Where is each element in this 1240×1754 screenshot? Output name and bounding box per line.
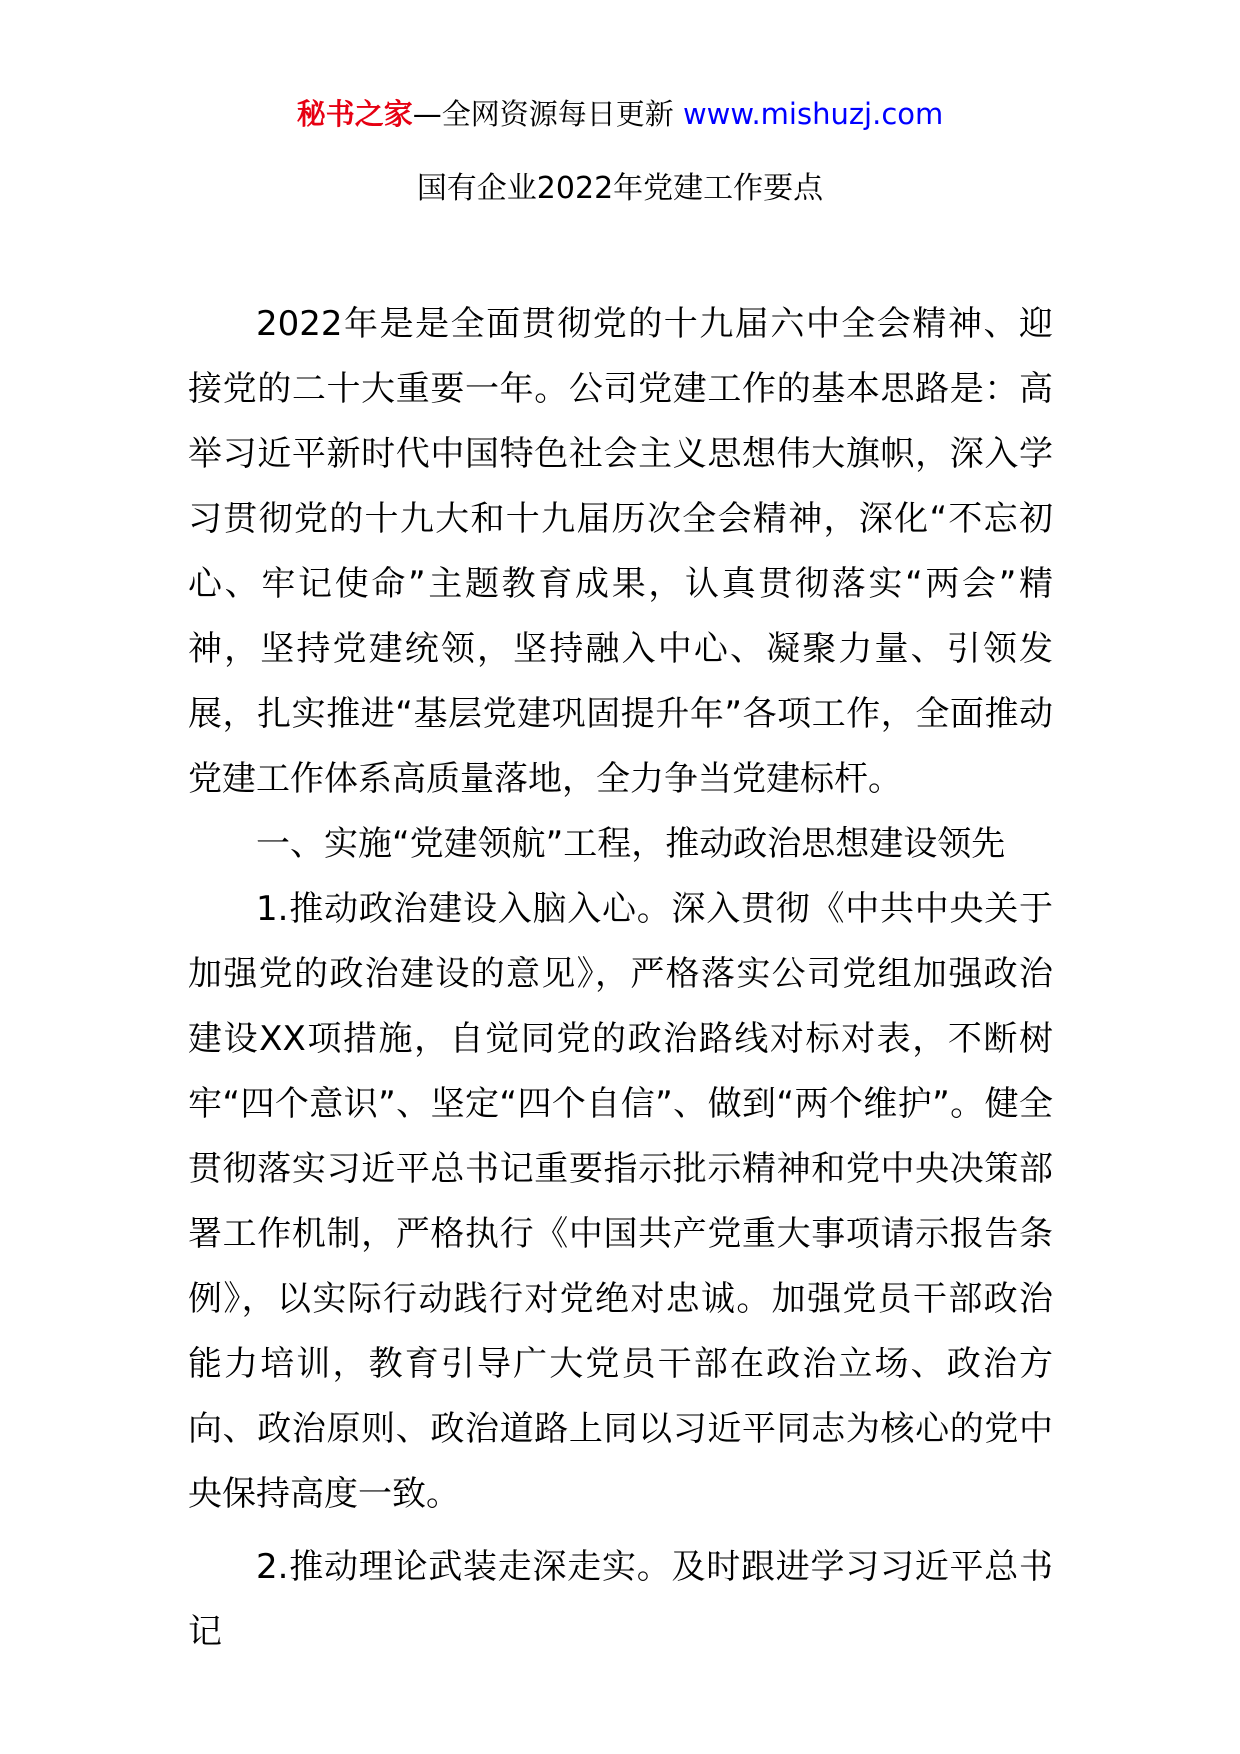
document-body [188, 292, 1053, 1665]
section-heading: 一、实施“党建领航”工程，推动政治思想建设领先 [256, 824, 1006, 864]
item-2-paragraph: 2.推动理论武装走深走实。及时跟进学习习近平总书记 [188, 1547, 1053, 1652]
item-1-paragraph: 1.推动政治建设入脑入心。深入贯彻《中共中央关于加强党的政治建设的意见》，严格落实公司党组加强政治建设XX项措施，自觉同党的政治路线对标对表，不断树牢“四个意识”、坚定“四个自信”、做到“两个维护”。健全贯彻落实习近平总书记重要指示批示精神和党中央决策部署工作机制，严格执行《中国共产党重大事项请示报告条例》，以实际行动践行对党绝对忠诚。加强党员干部政治能力培训，教育引导广大党员干部在政治立场、政治方向、政治原则、政治道路上同以习近平同志为核心的党中央保持高度一致。 [188, 889, 1053, 1514]
intro-paragraph: 2022年是是全面贯彻党的十九届六中全会精神、迎接党的二十大重要一年。公司党建工作的基本思路是：高举习近平新时代中国特色社会主义思想伟大旗帜，深入学习贯彻党的十九大和十九届历次全会精神，深化“不忘初心、牢记使命”主题教育成果，认真贯彻落实“两会”精神，坚持党建统领，坚持融入中心、凝聚力量、引领发展，扎实推进“基层党建巩固提升年”各项工作，全面推动党建工作体系高质量落地，全力争当党建标杆。 [188, 304, 1053, 799]
watermark-header [0, 94, 1240, 134]
header-slogan: 全网资源每日更新 [441, 97, 674, 131]
site-url-link[interactable]: www.mishuzj.com [682, 97, 944, 131]
header-dash: — [412, 97, 442, 131]
document-title: 国有企业2022年党建工作要点 [416, 171, 824, 206]
site-name: 秘书之家 [296, 97, 413, 131]
